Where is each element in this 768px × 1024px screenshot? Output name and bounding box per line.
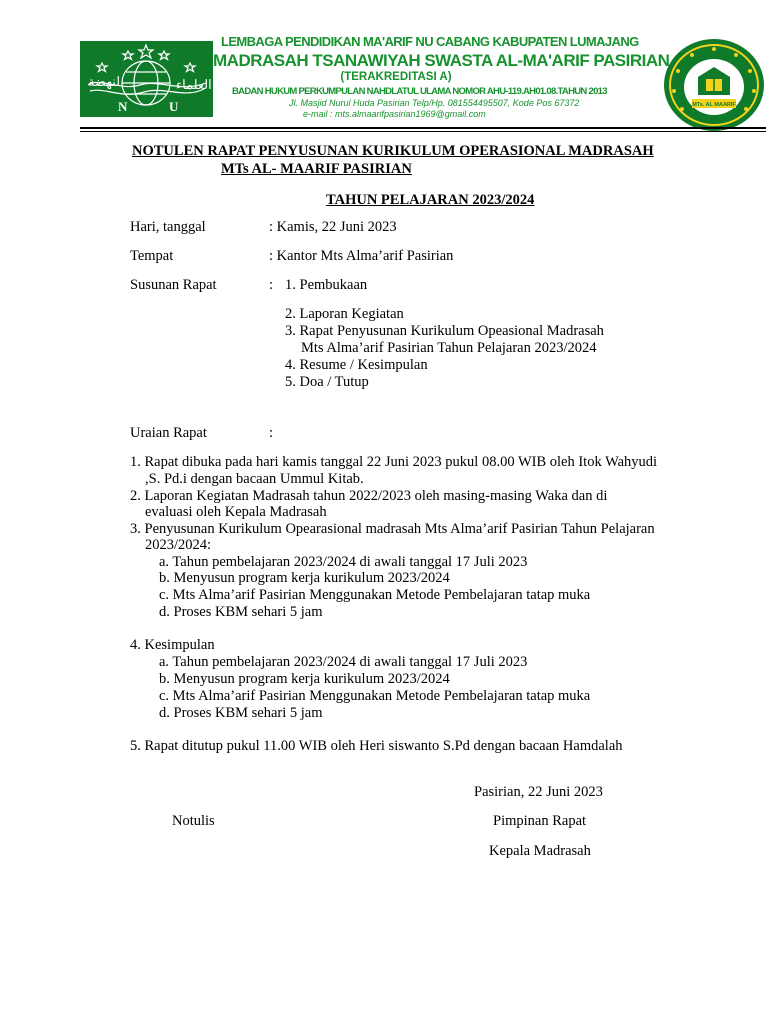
svg-text:MTs. AL MAARIF: MTs. AL MAARIF [692,102,736,108]
uraian-subitem: b. Menyusun program kerja kurikulum 2023/2024 [159,570,450,586]
uraian-line: 2023/2024: [145,537,212,553]
field-colon-uraian: : [269,425,274,441]
svg-text:U: U [169,99,179,114]
doc-title-line1: NOTULEN RAPAT PENYUSUNAN KURIKULUM OPERASIONAL MADRASAH [132,143,654,159]
field-colon-susunan: : [269,277,274,293]
uraian-subitem: c. Mts Alma’arif Pasirian Menggunakan Metode Pembelajaran tatap muka [159,688,591,704]
uraian-subitem: a. Tahun pembelajaran 2023/2024 di awali tanggal 17 Juli 2023 [159,554,528,570]
signature-place-date: Pasirian, 22 Juni 2023 [474,784,603,800]
field-label-tempat: Tempat [130,248,174,264]
letterhead-divider-thick [80,127,766,129]
uraian-line: 5. Rapat ditutup pukul 11.00 WIB oleh Heri siswanto S.Pd dengan bacaan Hamdalah [130,738,623,754]
letterhead-address: Jl. Masjid Nurul Huda Pasirian Telp/Hp. 081554495507, Kode Pos 67372 [289,98,580,108]
svg-text:N: N [118,99,128,114]
doc-title-year: TAHUN PELAJARAN 2023/2024 [326,192,535,208]
letterhead-accreditation: (TERAKREDITASI A) [340,71,452,83]
letterhead-line-foundation: LEMBAGA PENDIDIKAN MA'ARIF NU CABANG KABUPATEN LUMAJANG [221,34,639,49]
uraian-line: evaluasi oleh Kepala Madrasah [145,504,327,520]
agenda-item-continuation: Mts Alma’arif Pasirian Tahun Pelajaran 2023/2024 [301,340,597,356]
uraian-subitem: c. Mts Alma’arif Pasirian Menggunakan Metode Pembelajaran tatap muka [159,587,591,603]
uraian-line: 4. Kesimpulan [130,637,215,653]
field-label-hari: Hari, tanggal [130,219,206,235]
uraian-line: 1. Rapat dibuka pada hari kamis tanggal 22 Juni 2023 pukul 08.00 WIB oleh Itok Wahyudi [130,454,658,470]
madrasah-seal-icon [662,37,766,133]
field-value-tempat: : Kantor Mts Alma’arif Pasirian [269,248,454,264]
signature-pimpinan: Pimpinan Rapat [493,813,587,829]
agenda-item: 1. Pembukaan [285,277,368,293]
agenda-item: 3. Rapat Penyusunan Kurikulum Opeasional Madrasah [285,323,604,339]
letterhead-divider-thin [80,131,766,132]
uraian-line: 2. Laporan Kegiatan Madrasah tahun 2022/2023 oleh masing-masing Waka dan di [130,488,608,504]
signature-kepala: Kepala Madrasah [489,843,591,859]
uraian-subitem: d. Proses KBM sehari 5 jam [159,604,323,620]
uraian-subitem: b. Menyusun program kerja kurikulum 2023/2024 [159,671,450,687]
doc-title-line2: MTs AL- MAARIF PASIRIAN [221,161,412,177]
uraian-subitem: d. Proses KBM sehari 5 jam [159,705,323,721]
svg-text:العلماء: العلماء [176,78,212,93]
letterhead-email: e-mail : mts.almaarifpasirian1969@gmail.com [303,109,486,119]
school-seal-logo [662,37,766,133]
field-label-uraian: Uraian Rapat [130,425,207,441]
agenda-item: 4. Resume / Kesimpulan [285,357,428,373]
agenda-item: 5. Doa / Tutup [285,374,369,390]
field-value-hari: : Kamis, 22 Juni 2023 [269,219,397,235]
uraian-subitem: a. Tahun pembelajaran 2023/2024 di awali tanggal 17 Juli 2023 [159,654,528,670]
letterhead-school-name: MADRASAH TSANAWIYAH SWASTA AL-MA'ARIF PASIRIAN [213,51,670,70]
agenda-item: 2. Laporan Kegiatan [285,306,404,322]
letterhead-legal-body: BADAN HUKUM PERKUMPULAN NAHDLATUL ULAMA NOMOR AHU-119.AH01.08.TAHUN 2013 [232,86,607,97]
uraian-line: 3. Penyusunan Kurikulum Opearasional madrasah Mts Alma’arif Pasirian Tahun Pelajaran [130,521,655,537]
uraian-line: ,S. Pd.i dengan bacaan Ummul Kitab. [145,471,364,487]
signature-notulis: Notulis [172,813,215,829]
field-label-susunan: Susunan Rapat [130,277,217,293]
svg-text:لنهضة: لنهضة [88,75,121,90]
